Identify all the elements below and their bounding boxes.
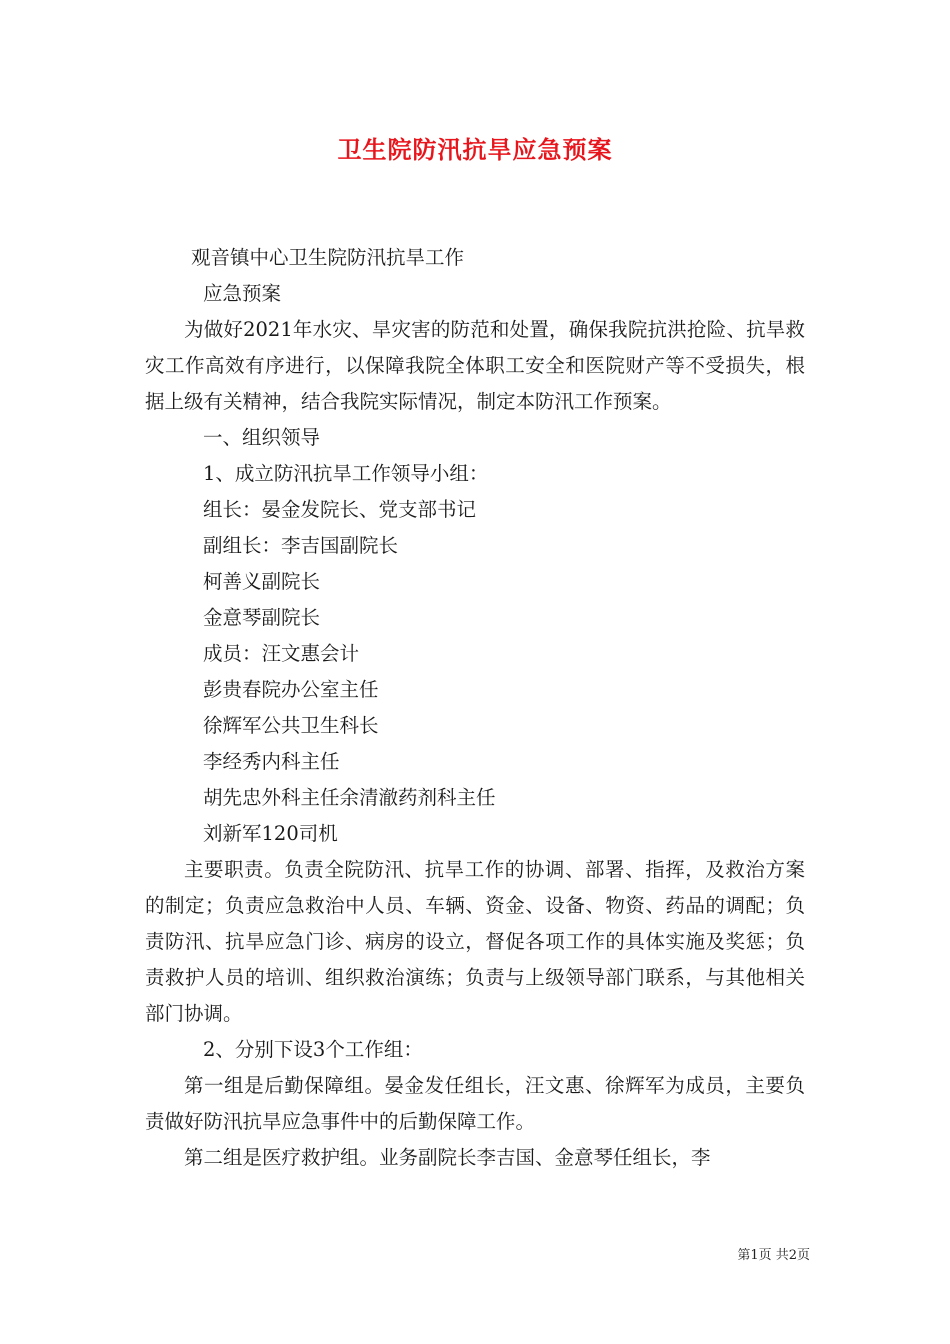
paragraph-intro: 为做好2021年水灾、旱灾害的防范和处置，确保我院抗洪抢险、抗旱救灾工作高效有序进行，以保障我院全体职工安全和医院财产等不受损失，根据上级有关精神，结合我院实际情况，制定本防汛工作预案。 [145,318,805,413]
paragraph-member-6: 刘新军120司机 [203,822,338,845]
paragraph-deputy-leader: 副组长：李吉国副院长 [203,534,399,557]
paragraph-group-leader: 组长：晏金发院长、党支部书记 [203,498,477,521]
paragraph-member-2: 彭贵春院办公室主任 [203,678,379,701]
document-title: 卫生院防汛抗旱应急预案 [337,135,613,164]
page-footer: 第1页 共2页 [737,1248,810,1263]
section-heading-organization: 一、组织领导 [203,426,321,449]
paragraph-members: 成员：汪文惠会计 [203,642,360,665]
paragraph-deputy-2: 柯善义副院长 [203,570,321,593]
paragraph-subtitle-line1: 观音镇中心卫生院防汛抗旱工作 [191,246,465,269]
paragraph-group-one: 第一组是后勤保障组。晏金发任组长，汪文惠、徐辉军为成员，主要负责做好防汛抗旱应急事件中的后勤保障工作。 [145,1074,805,1133]
paragraph-member-5: 胡先忠外科主任余清澈药剂科主任 [203,786,496,809]
paragraph-main-duties: 主要职责。负责全院防汛、抗旱工作的协调、部署、指挥，及救治方案的制定；负责应急救治中人员、车辆、资金、设备、物资、药品的调配；负责防汛、抗旱应急门诊、病房的设立，督促各项工作的具体实施及奖惩；负责救护人员的培训、组织救治演练；负责与上级领导部门联系，与其他相关部门协调。 [145,858,805,1025]
paragraph-working-groups: 2、分别下设3个工作组： [203,1038,423,1061]
document-body [145,240,805,1176]
paragraph-group-two: 第二组是医疗救护组。业务副院长李吉国、金意琴任组长，李 [184,1146,711,1169]
paragraph-subtitle-line2: 应急预案 [203,282,282,305]
paragraph-leadership-group: 1、成立防汛抗旱工作领导小组： [203,462,489,485]
paragraph-member-3: 徐辉军公共卫生科长 [203,714,379,737]
paragraph-member-4: 李经秀内科主任 [203,750,340,773]
paragraph-deputy-3: 金意琴副院长 [203,606,321,629]
